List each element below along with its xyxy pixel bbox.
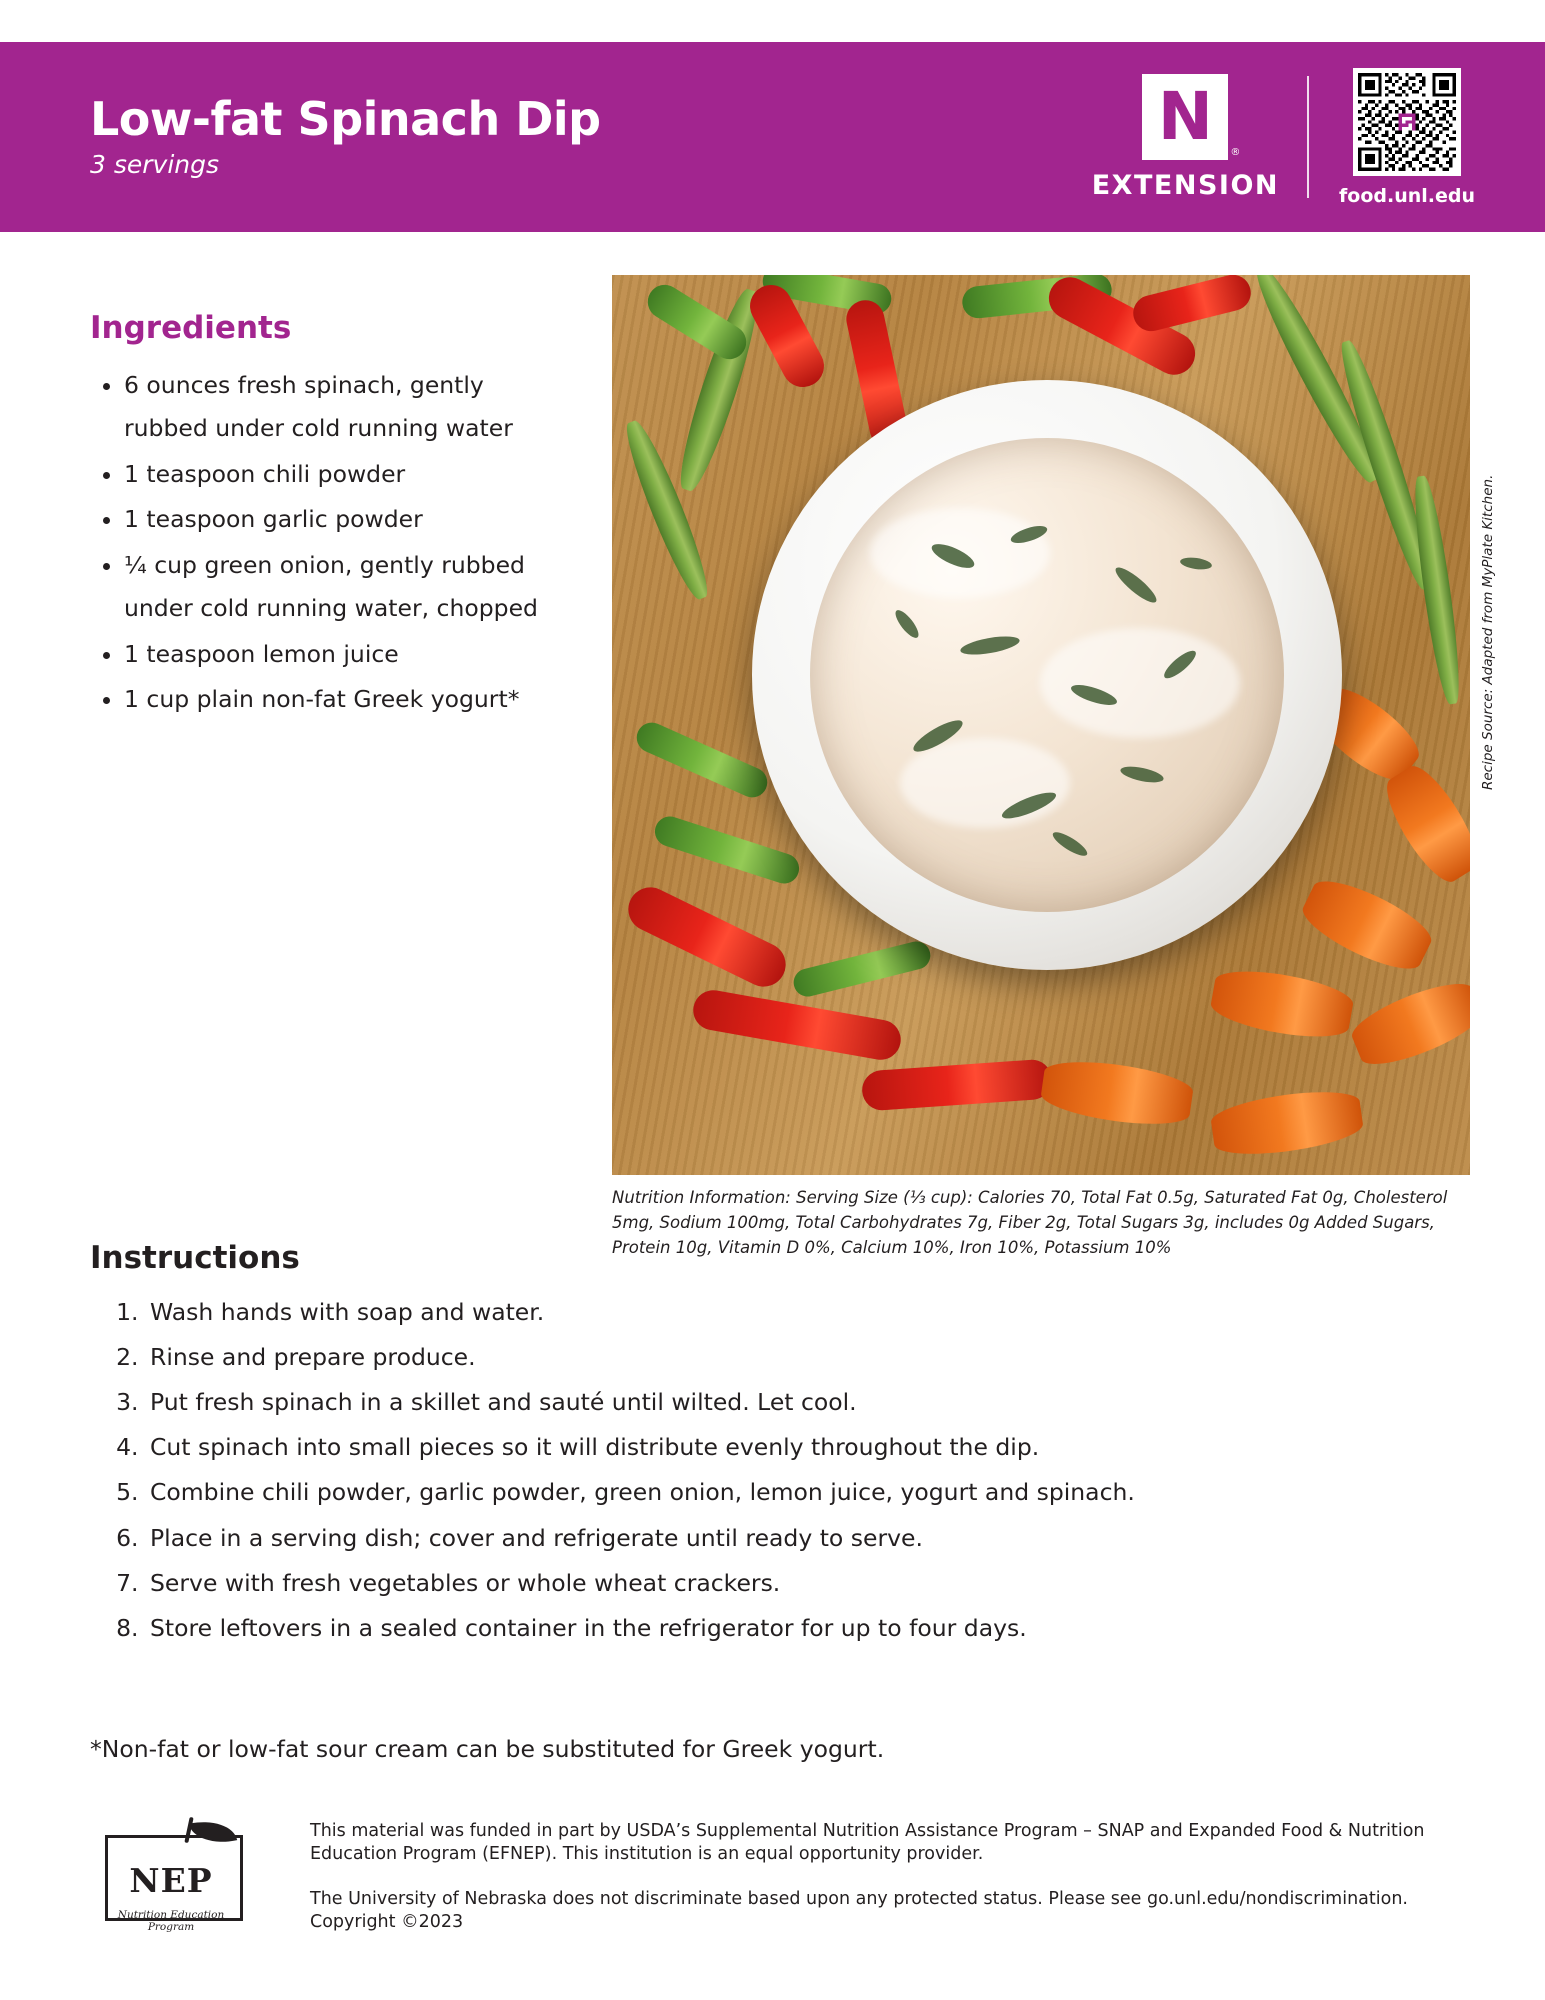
nep-acronym: NEP	[129, 1861, 213, 1900]
instruction-step: 3. Put fresh spinach in a skillet and sauté until wilted. Let cool.	[146, 1380, 1486, 1425]
instruction-step: 2. Rinse and prepare produce.	[146, 1335, 1486, 1380]
ingredients-section	[90, 310, 560, 724]
nutrition-information: Nutrition Information: Serving Size (⅓ cup): Calories 70, Total Fat 0.5g, Saturated Fat 0g, Cholesterol 5mg, Sodium 100mg, Total Carbohydrates 7g, Fiber 2g, Total Sugars 3g, includes 0g Added Sugars, Protein 10g, Vitamin D 0%, Calcium 10%, Iron 10%, Potassium 10%	[612, 1188, 1448, 1258]
qr-code-icon[interactable]	[1353, 68, 1461, 176]
nebraska-n-letter: N	[1157, 77, 1213, 155]
qr-url-label: food.unl.edu	[1339, 184, 1475, 207]
header-brand-block	[1092, 68, 1475, 207]
instruction-step: 6. Place in a serving dish; cover and refrigerate until ready to serve.	[146, 1516, 1486, 1561]
ingredient-item: • 6 ounces fresh spinach, gently rubbed under cold running water	[124, 364, 560, 451]
header-title-block	[90, 92, 1092, 179]
serving-bowl	[752, 380, 1342, 970]
ingredient-item: • 1 teaspoon garlic powder	[124, 498, 560, 541]
recipe-photo	[612, 275, 1470, 1175]
ingredients-list	[90, 364, 560, 722]
ingredients-heading: Ingredients	[90, 310, 292, 346]
instruction-step: 4. Cut spinach into small pieces so it will distribute evenly throughout the dip.	[146, 1425, 1486, 1470]
recipe-photo-wrapper	[612, 275, 1470, 1175]
qr-code-block[interactable]	[1309, 68, 1475, 207]
extension-wordmark: EXTENSION	[1091, 169, 1279, 201]
ingredient-item: • 1 teaspoon chili powder	[124, 453, 560, 496]
unl-extension-logo	[1092, 74, 1307, 201]
instruction-step: 8. Store leftovers in a sealed container in the refrigerator for up to four days.	[146, 1606, 1486, 1651]
nep-subtitle: Nutrition Education Program	[117, 1909, 225, 1933]
instructions-list	[100, 1290, 1486, 1651]
servings-label: 3 servings	[90, 149, 220, 179]
header-divider	[1307, 76, 1309, 198]
spinach-dip	[810, 438, 1284, 912]
footer-paragraph-funding: This material was funded in part by USDA’s Supplemental Nutrition Assistance Program – SNAP and Expanded Food & Nutrition Education Program (EFNEP). This institution is an equal opportunity provider.	[310, 1821, 1425, 1865]
qr-code-svg	[1358, 73, 1456, 171]
instructions-heading: Instructions	[90, 1240, 300, 1276]
ingredient-item: • 1 teaspoon lemon juice	[124, 633, 560, 676]
ingredient-item: • ¼ cup green onion, gently rubbed under cold running water, chopped	[124, 544, 560, 631]
page-title: Low-fat Spinach Dip	[90, 92, 601, 147]
nep-logo	[95, 1805, 255, 1935]
nebraska-n-icon	[1142, 74, 1241, 160]
footer-disclaimer	[310, 1820, 1495, 1956]
registered-mark: ®	[1230, 146, 1241, 158]
instruction-step: 5. Combine chili powder, garlic powder, green onion, lemon juice, yogurt and spinach.	[146, 1470, 1486, 1515]
substitution-footnote: *Non-fat or low-fat sour cream can be substituted for Greek yogurt.	[90, 1735, 885, 1763]
instruction-step: 7. Serve with fresh vegetables or whole wheat crackers.	[146, 1561, 1486, 1606]
photo-credit: Recipe Source: Adapted from MyPlate Kitchen.	[1480, 474, 1496, 790]
ingredient-item: • 1 cup plain non-fat Greek yogurt*	[124, 678, 560, 721]
footer-paragraph-nondiscrimination: The University of Nebraska does not discriminate based upon any protected status. Please see go.unl.edu/nondiscrimination. Copyright ©2023	[310, 1889, 1408, 1933]
page-header	[0, 42, 1545, 232]
instruction-step: 1. Wash hands with soap and water.	[146, 1290, 1486, 1335]
